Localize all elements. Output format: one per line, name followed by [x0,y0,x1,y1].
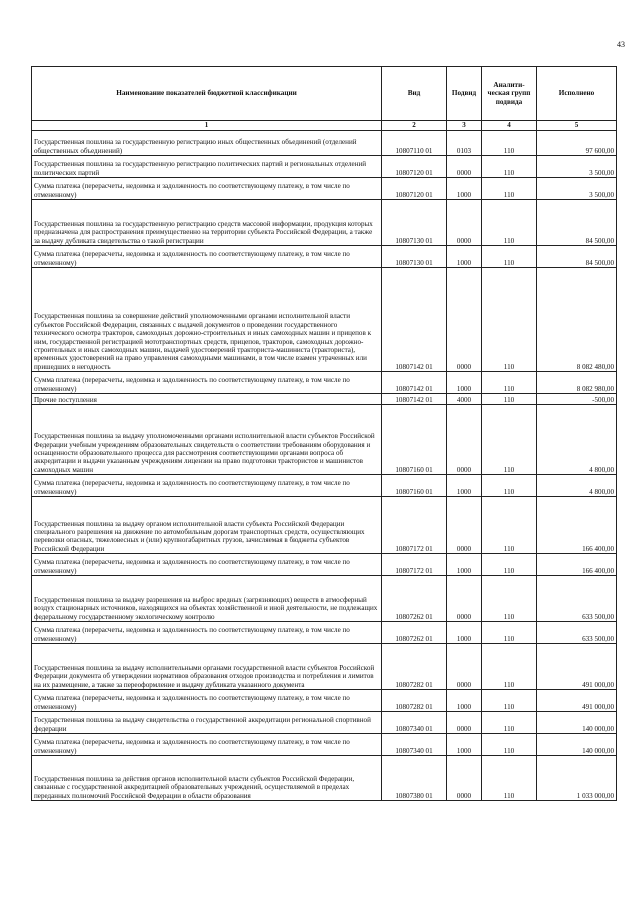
row-amount: 3 500,00 [537,156,617,178]
row-group: 110 [482,622,537,644]
row-name: Сумма платежа (перерасчеты, недоимка и задолженность по соответствующему платежу, в том числе по отмененному) [32,690,382,712]
row-subtype: 1000 [447,622,482,644]
row-amount: 8 082 980,00 [537,372,617,394]
row-code: 10807142 01 [382,372,447,394]
row-subtype: 0000 [447,268,482,372]
row-group: 110 [482,497,537,554]
row-group: 110 [482,554,537,576]
row-name: Государственная пошлина за выдачу исполнительными органами государственной власти субъектов Российской Федерации документа об утверждении нормативов образования отходов производства и потребления и лимитов на их размещение, а также за переоформление и выдачу дубликата указанного документа [32,644,382,690]
row-code: 10807130 01 [382,200,447,246]
row-group: 110 [482,394,537,405]
row-subtype: 1000 [447,554,482,576]
row-group: 110 [482,200,537,246]
row-group: 110 [482,178,537,200]
table-row [32,644,617,690]
row-subtype: 0000 [447,405,482,475]
row-name: Государственная пошлина за государственную регистрацию политических партий и региональных отделений политических партий [32,156,382,178]
row-subtype: 1000 [447,734,482,756]
row-code: 10807262 01 [382,622,447,644]
row-group: 110 [482,372,537,394]
row-code: 10807110 01 [382,131,447,156]
row-amount: 1 033 000,00 [537,756,617,801]
row-subtype: 0103 [447,131,482,156]
column-number: 1 [32,121,382,131]
row-group: 110 [482,268,537,372]
row-amount: 3 500,00 [537,178,617,200]
row-code: 10807120 01 [382,178,447,200]
table-row [32,200,617,246]
row-code: 10807282 01 [382,644,447,690]
column-number: 3 [447,121,482,131]
row-amount: 84 500,00 [537,200,617,246]
table-row [32,394,617,405]
row-code: 10807142 01 [382,394,447,405]
row-code: 10807172 01 [382,554,447,576]
table-row [32,690,617,712]
header-executed: Исполнено [537,67,617,121]
row-code: 10807262 01 [382,576,447,622]
row-name: Сумма платежа (перерасчеты, недоимка и задолженность по соответствующему платежу, в том числе по отмененному) [32,246,382,268]
row-amount: 491 000,00 [537,644,617,690]
row-group: 110 [482,756,537,801]
row-subtype: 0000 [447,756,482,801]
row-name: Государственная пошлина за совершение действий уполномоченными органами исполнительной власти субъектов Российской Федерации, связанных с выдачей документов о проведении государственного технического осмотра тракторов, самоходных дорожно-строительных и иных самоходных машин и прицепов к ним, государственной регистрацией мототранспортных средств, прицепов, тракторов, самоходных дорожно-строительных и иных самоходных машин, выдачей удостоверений тракториста-машиниста (тракториста), временных удостоверений на право управления самоходными машинами, в том числе взамен утраченных или пришедших в негодность [32,268,382,372]
column-number: 5 [537,121,617,131]
row-group: 110 [482,156,537,178]
row-amount: 4 800,00 [537,475,617,497]
row-amount: 84 500,00 [537,246,617,268]
row-subtype: 0000 [447,200,482,246]
row-name: Государственная пошлина за выдачу уполномоченными органами исполнительной власти субъектов Российской Федерации учебным учреждениям образовательных свидетельств о соответствии требованиям оборудования и оснащенности образовательного процесса для рассмотрения соответствующими органами вопроса об аккредитации и выдачи указанным учреждениям лицензии на право подготовки трактористов и машинистов самоходных машин [32,405,382,475]
row-name: Сумма платежа (перерасчеты, недоимка и задолженность по соответствующему платежу, в том числе по отмененному) [32,178,382,200]
row-code: 10807340 01 [382,734,447,756]
table-row [32,734,617,756]
row-amount: 140 000,00 [537,712,617,734]
row-amount: 97 600,00 [537,131,617,156]
table-row [32,756,617,801]
row-group: 110 [482,475,537,497]
row-group: 110 [482,644,537,690]
row-group: 110 [482,712,537,734]
row-subtype: 4000 [447,394,482,405]
row-subtype: 1000 [447,178,482,200]
row-code: 10807160 01 [382,405,447,475]
row-group: 110 [482,734,537,756]
row-subtype: 1000 [447,246,482,268]
row-code: 10807282 01 [382,690,447,712]
table-row [32,554,617,576]
row-group: 110 [482,246,537,268]
row-subtype: 1000 [447,690,482,712]
table-row [32,246,617,268]
row-group: 110 [482,690,537,712]
table-row [32,372,617,394]
table-row [32,576,617,622]
row-name: Сумма платежа (перерасчеты, недоимка и задолженность по соответствующему платежу, в том числе по отмененному) [32,554,382,576]
row-group: 110 [482,131,537,156]
row-subtype: 0000 [447,497,482,554]
row-subtype: 0000 [447,576,482,622]
row-amount: 491 000,00 [537,690,617,712]
row-name: Сумма платежа (перерасчеты, недоимка и задолженность по соответствующему платежу, в том числе по отмененному) [32,372,382,394]
row-code: 10807340 01 [382,712,447,734]
row-code: 10807120 01 [382,156,447,178]
row-group: 110 [482,576,537,622]
header-podvid: Подвид [447,67,482,121]
row-amount: 8 082 480,00 [537,268,617,372]
row-code: 10807380 01 [382,756,447,801]
row-amount: 633 500,00 [537,576,617,622]
row-name: Государственная пошлина за действия органов исполнительной власти субъектов Российской Федерации, связанные с государственной аккредитацией образовательных учреждений, осуществляемой в пределах переданных полномочий Российской Федерации в области образования [32,756,382,801]
page-number: 43 [617,40,625,49]
row-subtype: 0000 [447,644,482,690]
row-name: Сумма платежа (перерасчеты, недоимка и задолженность по соответствующему платежу, в том числе по отмененному) [32,475,382,497]
table-row [32,131,617,156]
table-row [32,405,617,475]
row-name: Сумма платежа (перерасчеты, недоимка и задолженность по соответствующему платежу, в том числе по отмененному) [32,622,382,644]
table-row [32,622,617,644]
row-code: 10807142 01 [382,268,447,372]
column-number: 4 [482,121,537,131]
header-analytic-group: Аналити-ческая групп подвида [482,67,537,121]
row-amount: -500,00 [537,394,617,405]
table-row [32,475,617,497]
row-amount: 166 400,00 [537,497,617,554]
column-number: 2 [382,121,447,131]
row-code: 10807130 01 [382,246,447,268]
row-name: Сумма платежа (перерасчеты, недоимка и задолженность по соответствующему платежу, в том числе по отмененному) [32,734,382,756]
row-subtype: 1000 [447,372,482,394]
header-vid: Вид [382,67,447,121]
table-row [32,156,617,178]
row-subtype: 1000 [447,475,482,497]
row-group: 110 [482,405,537,475]
row-code: 10807160 01 [382,475,447,497]
row-name: Государственная пошлина за выдачу разрешения на выброс вредных (загрязняющих) веществ в атмосферный воздух стационарных источников, находящихся на объектах хозяйственной и иной деятельности, не подлежащих федеральному государственному экологическому контролю [32,576,382,622]
table-row [32,497,617,554]
row-amount: 140 000,00 [537,734,617,756]
row-amount: 633 500,00 [537,622,617,644]
budget-classification-table [31,66,617,801]
table-row [32,178,617,200]
row-amount: 4 800,00 [537,405,617,475]
row-subtype: 0000 [447,712,482,734]
row-name: Государственная пошлина за выдачу свидетельства о государственной аккредитации региональной спортивной федерации [32,712,382,734]
table-row [32,712,617,734]
row-subtype: 0000 [447,156,482,178]
row-name: Государственная пошлина за государственную регистрацию иных общественных объединений (отделений общественных объединений) [32,131,382,156]
row-name: Государственная пошлина за государственную регистрацию средств массовой информации, продукция которых предназначена для распространения преимущественно на территории субъекта Российской Федерации, а также за выдачу дубликата свидетельства о такой регистрации [32,200,382,246]
row-name: Прочие поступления [32,394,382,405]
table-row [32,268,617,372]
row-code: 10807172 01 [382,497,447,554]
row-name: Государственная пошлина за выдачу органом исполнительной власти субъекта Российской Федерации специального разрешения на движение по автомобильным дорогам транспортных средств, осуществляющих перевозки опасных, тяжеловесных и (или) крупногабаритных грузов, зачисляемая в бюджеты субъектов Российской Федерации [32,497,382,554]
row-amount: 166 400,00 [537,554,617,576]
header-name: Наименование показателей бюджетной классификации [32,67,382,121]
